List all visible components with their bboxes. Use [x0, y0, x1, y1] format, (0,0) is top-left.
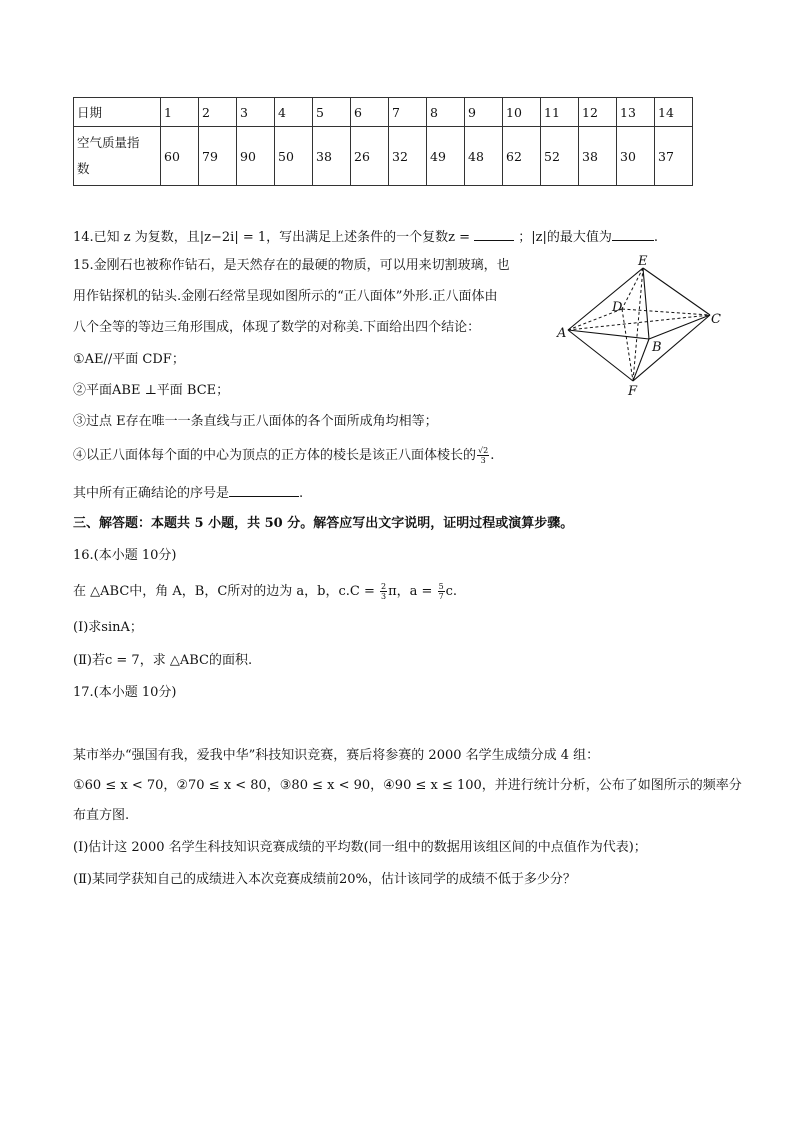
answer-blank: [229, 482, 299, 497]
question-16-heading: 16.(本小题 10分): [73, 548, 177, 563]
table-cell: 49: [427, 127, 465, 186]
table-cell: 60: [161, 127, 199, 186]
table-cell: 2: [199, 98, 237, 127]
octahedron-figure: [556, 254, 726, 400]
table-cell: 62: [503, 127, 541, 186]
table-cell: 90: [237, 127, 275, 186]
table-cell: 50: [275, 127, 313, 186]
question-15-line1: 15.金刚石也被称作钻石，是天然存在的最硬的物质，可以用来切割玻璃，也: [73, 258, 510, 273]
fraction-sqrt2-over-3: $\frac{√2}{3}$: [478, 446, 489, 465]
conclusion-3: ③过点 E存在唯一一条直线与正八面体的各个面所成角均相等；: [73, 414, 438, 429]
table-cell: 38: [579, 127, 617, 186]
question-17-part2: (Ⅱ)某同学获知自己的成绩进入本次竞赛成绩前20%，估计该同学的成绩不低于多少分？: [73, 872, 576, 887]
vertex-label-b: B: [652, 340, 662, 355]
section-3-heading: 三、解答题：本题共 5 小题，共 50 分。解答应写出文字说明，证明过程或演算步骤。: [73, 516, 574, 531]
table-cell: 5: [313, 98, 351, 127]
table-cell: 3: [237, 98, 275, 127]
vertex-label-e: E: [638, 254, 648, 269]
table-cell: 48: [465, 127, 503, 186]
table-cell: 10: [503, 98, 541, 127]
table-cell: 26: [351, 127, 389, 186]
question-17-line2: ①60 ≤ x < 70，②70 ≤ x < 80，③80 ≤ x < 90，④90 ≤ x ≤ 100，并进行统计分析，公布了如图所示的频率分: [73, 778, 742, 793]
question-14: 14.已知 z 为复数，且|z−2i| = 1，写出满足上述条件的一个复数z = ；|z|的最大值为 .: [73, 226, 658, 248]
table-row-dates: [74, 98, 693, 127]
vertex-label-f: F: [628, 384, 638, 399]
table-cell: 52: [541, 127, 579, 186]
question-16-part1: (Ⅰ)求sinA；: [73, 620, 143, 635]
table-cell: 7: [389, 98, 427, 127]
question-15-ask: 其中所有正确结论的序号是 .: [73, 482, 303, 504]
conclusion-1: ①AE//平面 CDF；: [73, 352, 185, 367]
question-17-line3: 布直方图.: [73, 808, 130, 823]
fraction-2-over-3: $\frac{2}{3}$: [381, 582, 387, 601]
answer-blank: [474, 226, 514, 241]
table-cell: 14: [655, 98, 693, 127]
answer-blank: [612, 226, 654, 241]
question-16-part2: (Ⅱ)若c = 7，求 △ABC的面积.: [73, 653, 253, 668]
table-cell: 8: [427, 98, 465, 127]
table-cell: 6: [351, 98, 389, 127]
vertex-label-c: C: [711, 312, 721, 327]
conclusion-2: ②平面ABE ⊥平面 BCE；: [73, 383, 230, 398]
question-15-line3: 八个全等的等边三角形围成，体现了数学的对称美.下面给出四个结论：: [73, 320, 481, 335]
table-cell: 30: [617, 127, 655, 186]
table-cell: 37: [655, 127, 693, 186]
question-17-part1: (Ⅰ)估计这 2000 名学生科技知识竞赛成绩的平均数(同一组中的数据用该组区间的中点值作为代表)；: [73, 840, 647, 855]
table-header-aqi: 空气质量指 数: [74, 127, 161, 186]
question-17-heading: 17.(本小题 10分): [73, 685, 177, 700]
table-cell: 9: [465, 98, 503, 127]
air-quality-table: [73, 97, 693, 186]
table-header-date: 日期: [74, 98, 161, 127]
conclusion-4: ④以正八面体每个面的中心为顶点的正方体的棱长是该正八面体棱长的 $\frac{√2}{3}$ .: [73, 446, 495, 465]
question-17-line1: 某市举办“强国有我，爱我中华”科技知识竞赛，赛后将参赛的 2000 名学生成绩分成 4 组：: [73, 748, 600, 763]
question-16-stem: 在 △ABC中，角 A，B，C所对的边为 a，b，c.C = $\frac{2}{3}$ π，a = $\frac{5}{7}$ c.: [73, 582, 458, 601]
table-cell: 4: [275, 98, 313, 127]
fraction-5-over-7: $\frac{5}{7}$: [438, 582, 444, 601]
table-cell: 79: [199, 127, 237, 186]
vertex-label-a: A: [557, 326, 567, 341]
table-cell: 32: [389, 127, 427, 186]
table-cell: 12: [579, 98, 617, 127]
table-cell: 13: [617, 98, 655, 127]
table-row-aqi: [74, 127, 693, 186]
question-15-line2: 用作钻探机的钻头.金刚石经常呈现如图所示的“正八面体”外形.正八面体由: [73, 289, 498, 304]
table-cell: 1: [161, 98, 199, 127]
vertex-label-d: D: [612, 300, 623, 315]
table-cell: 11: [541, 98, 579, 127]
table-cell: 38: [313, 127, 351, 186]
